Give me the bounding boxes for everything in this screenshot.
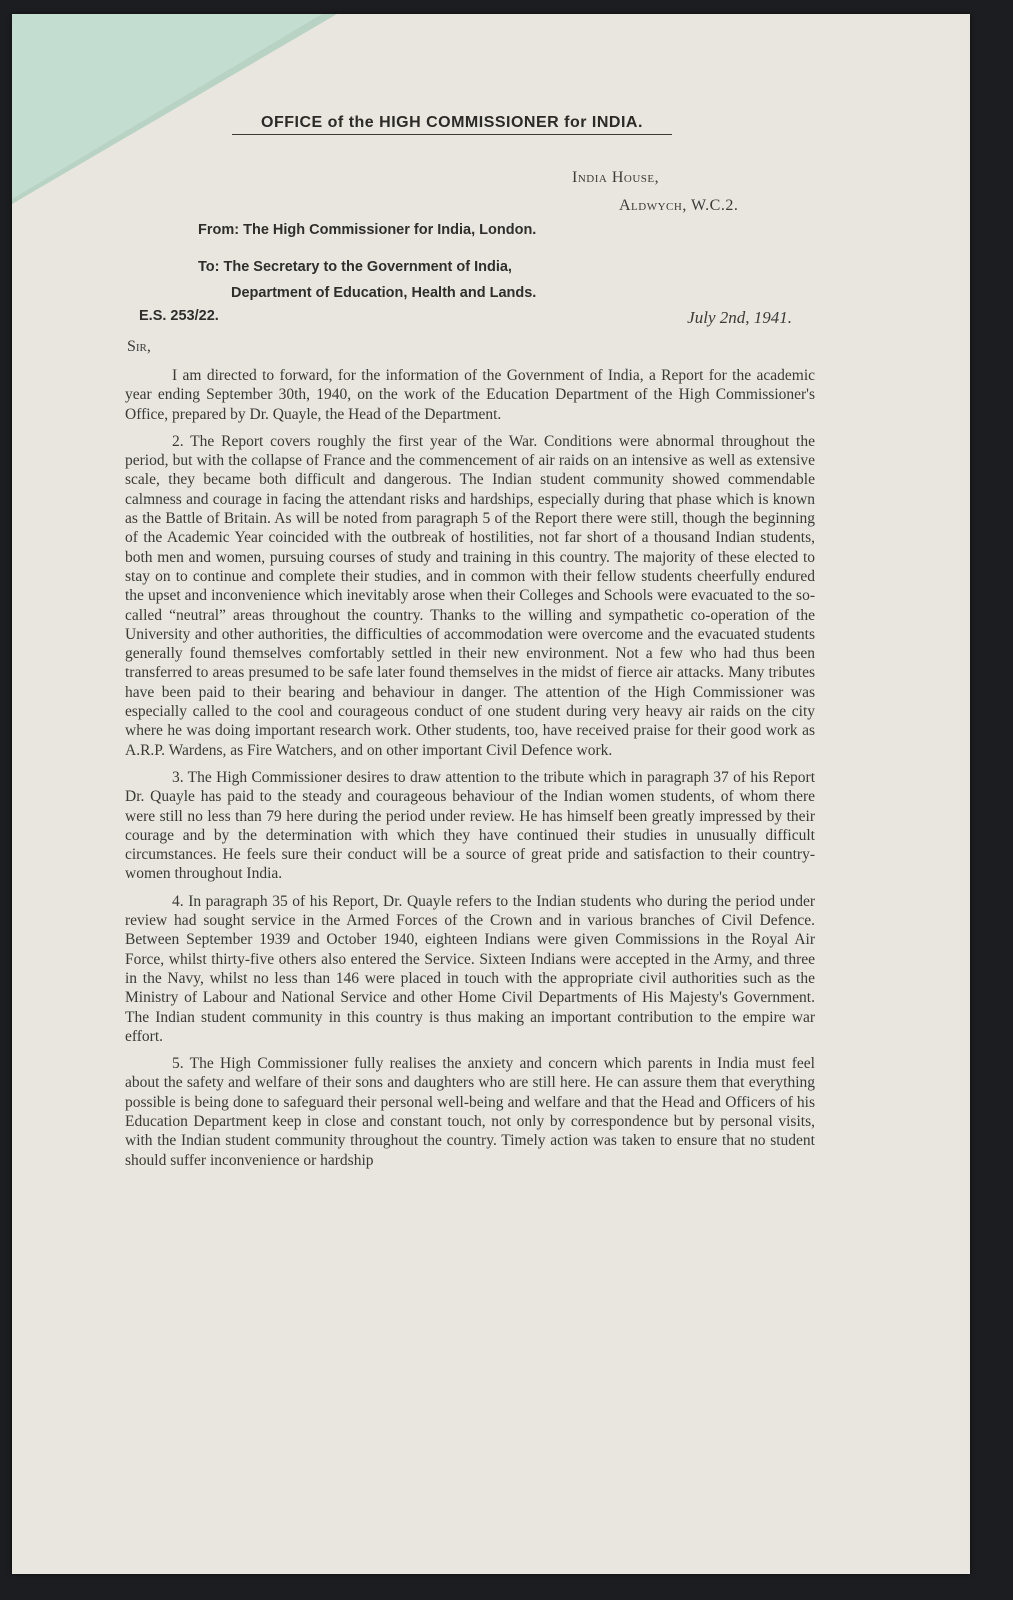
salutation: Sir, bbox=[127, 338, 151, 355]
address-line-1: India House, bbox=[572, 169, 660, 186]
from-line: From: The High Commissioner for India, London. bbox=[198, 222, 537, 238]
folder-tab-highlight bbox=[12, 14, 322, 199]
to-line-2: Department of Education, Health and Lands. bbox=[231, 285, 537, 301]
letter-date: July 2nd, 1941. bbox=[687, 308, 792, 327]
to-block bbox=[198, 254, 536, 306]
reference-number: E.S. 253/22. bbox=[139, 308, 219, 324]
letter-body bbox=[125, 366, 815, 1178]
paragraph-2: 2. The Report covers roughly the first year of the War. Conditions were abnormal throughout the period, but with the collapse of France and the commencement of air raids on an intensive as well as extensive scale, they became both difficult and dangerous. The Indian student community showed commendable calmness and courage in facing the attendant risks and hardships, especially during that phase which is known as the Battle of Britain. As will be noted from paragraph 5 of the Report there were still, though the beginning of the Academic Year coincided with the outbreak of hostilities, not far short of a thousand Indian students, both men and women, pursuing courses of study and training in this country. The majority of these elected to stay on to continue and complete their studies, and in common with their fellow students cheerfully endured the upset and inconvenience which inevitably arose when their Colleges and Schools were evacuated to the so-called “neutral” areas throughout the country. Thanks to the willing and sympathetic co-operation of the University and other authorities, the difficulties of accommodation were overcome and the evacuated students generally found themselves comfortably settled in their new environment. Not a few who had thus been transferred to areas presumed to be safe later found themselves in the midst of fierce air attacks. Many tributes have been paid to their bearing and behaviour in danger. The attention of the High Commissioner was especially called to the cool and courageous conduct of one student during very heavy air raids on the city where he was doing important research work. Other students, too, have received praise for their good work as A.R.P. Wardens, as Fire Watchers, and on other important Civil Defence work. bbox=[125, 432, 815, 759]
paragraph-5: 5. The High Commissioner fully realises the anxiety and concern which parents in India must feel about the safety and welfare of their sons and daughters who are still here. He can assure them that everything possible is being done to safeguard their personal well-being and welfare and that the Head and Officers of his Education Department keep in close and constant touch, not only by correspondence but by personal visits, with the Indian student community throughout the country. Timely action was taken to ensure that no student should suffer inconvenience or hardship bbox=[125, 1055, 815, 1169]
to-line-1: To: The Secretary to the Government of India, bbox=[198, 259, 512, 275]
office-title: OFFICE of the HIGH COMMISSIONER for INDIA. bbox=[232, 114, 672, 135]
document-page bbox=[12, 14, 970, 1574]
paragraph-3: 3. The High Commissioner desires to draw attention to the tribute which in paragraph 37 of his Report Dr. Quayle has paid to the steady and courageous behaviour of the Indian women students, of whom there were still no less than 79 here during the period under review. He has himself been greatly impressed by their courage and by the determination with which they have continued their studies in unusually difficult circumstances. He feels sure their conduct will be a source of great pride and satisfaction to their country-women throughout India. bbox=[125, 768, 815, 883]
address-block bbox=[572, 164, 738, 220]
address-line-2: Aldwych, W.C.2. bbox=[619, 197, 739, 214]
paragraph-4: 4. In paragraph 35 of his Report, Dr. Quayle refers to the Indian students who during the period under review had sought service in the Armed Forces of the Crown and in various branches of Civil Defence. Between September 1939 and October 1940, eighteen Indians were given Commissions in the Royal Air Force, whilst thirty-five others also entered the Service. Sixteen Indians were accepted in the Army, and three in the Navy, whilst no less than 146 were placed in touch with the appropriate civil authorities such as the Ministry of Labour and National Service and other Home Civil Departments of His Majesty's Government. The Indian student community in this country is thus making an important contribution to the empire war effort. bbox=[125, 892, 815, 1045]
paragraph-1: I am directed to forward, for the information of the Government of India, a Report for the academic year ending September 30th, 1940, on the work of the Education Department of the High Commissioner's Office, prepared by Dr. Quayle, the Head of the Department. bbox=[125, 367, 815, 423]
